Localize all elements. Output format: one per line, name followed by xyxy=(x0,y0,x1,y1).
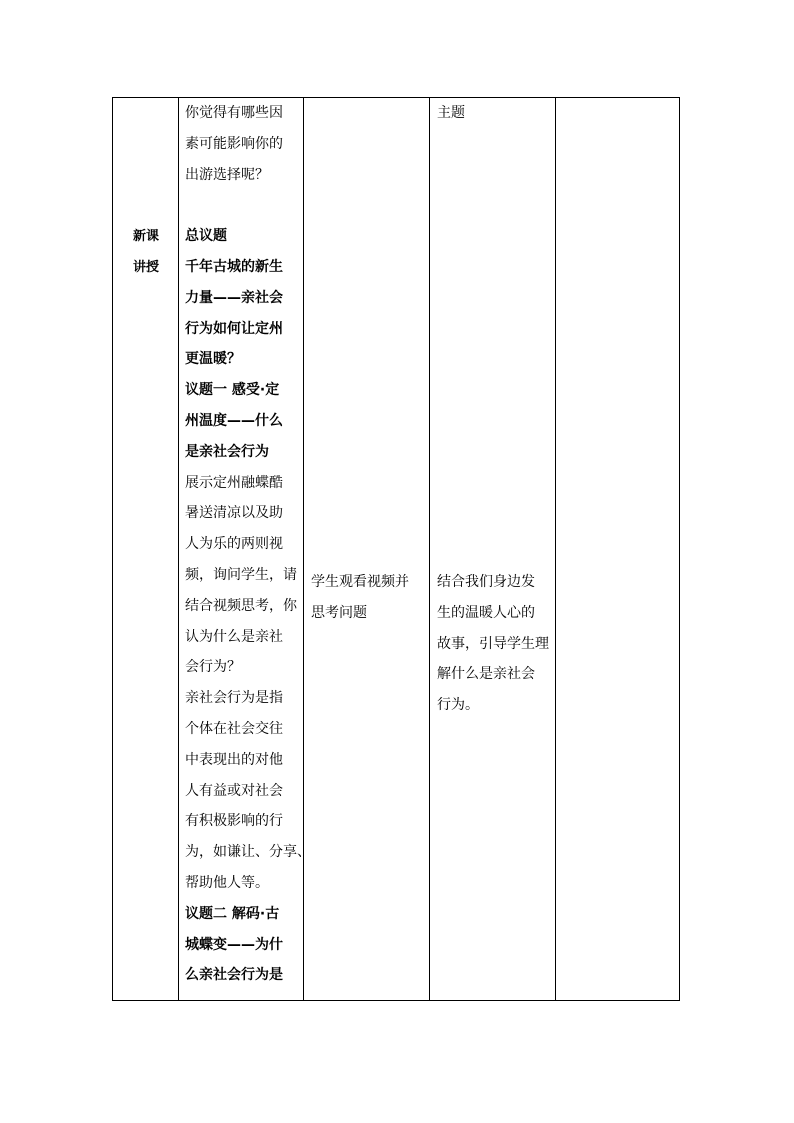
teacher-text-line: 人为乐的两则视 xyxy=(185,536,283,553)
teacher-text-line: 素可能影响你的 xyxy=(185,135,283,152)
teacher-text-line: 有积极影响的行 xyxy=(185,813,283,830)
teacher-text-line: 频，询问学生，请 xyxy=(185,566,297,583)
teacher-text-line: 出游选择呢？ xyxy=(185,166,269,183)
teacher-text-line: 帮助他人等。 xyxy=(185,874,269,891)
design-text-line: 结合我们身边发 xyxy=(437,574,535,590)
design-text-line: 解什么是亲社会 xyxy=(437,666,535,683)
stage-cell xyxy=(113,222,179,284)
teacher-text-line: 千年古城的新生 xyxy=(185,258,283,275)
teacher-text-line: 议题二 解码·古 xyxy=(185,905,280,922)
teacher-text-line: 议题一 感受·定 xyxy=(185,382,280,399)
teacher-text-line: 么亲社会行为是 xyxy=(185,967,283,984)
student-text-line: 学生观看视频并 xyxy=(311,574,409,590)
teacher-text-line: 是亲社会行为 xyxy=(185,443,269,460)
teacher-text-line: 为，如谦让、分享、 xyxy=(185,844,311,861)
design-intent-cell xyxy=(437,567,549,721)
teacher-text-line: 认为什么是亲社 xyxy=(185,628,283,645)
teacher-text-line: 总议题 xyxy=(185,228,227,245)
teacher-text-line: 暑送清凉以及助 xyxy=(185,505,283,522)
design-text-line: 生的温暖人心的 xyxy=(437,604,535,621)
student-text-line: 思考问题 xyxy=(311,604,367,621)
stage-label: 讲授 xyxy=(132,259,159,275)
teacher-text-line: 人有益或对社会 xyxy=(185,782,283,799)
teacher-text-line: 州温度——什么 xyxy=(185,412,283,429)
teacher-text-line: 中表现出的对他 xyxy=(185,751,283,768)
teacher-text-line xyxy=(185,190,311,221)
stage-label: 新课 xyxy=(132,229,159,244)
teacher-activity-cell xyxy=(185,98,311,991)
column-divider xyxy=(555,98,556,1000)
lesson-plan-table xyxy=(112,97,680,1001)
student-activity-cell xyxy=(311,567,409,629)
teacher-text-line: 行为如何让定州 xyxy=(185,320,283,337)
teacher-text-line: 力量——亲社会 xyxy=(185,289,283,306)
teacher-text-line: 会行为？ xyxy=(185,659,241,676)
design-text-line: 主题 xyxy=(437,105,465,121)
teacher-text-line: 结合视频思考，你 xyxy=(185,597,297,614)
teacher-text-line: 亲社会行为是指 xyxy=(185,690,283,707)
teacher-text-line: 更温暖？ xyxy=(185,351,241,368)
teacher-text-line: 展示定州融蝶酷 xyxy=(185,474,283,491)
design-text-line: 故事，引导学生理 xyxy=(437,635,549,652)
design-intent-cell-top xyxy=(437,98,465,129)
teacher-text-line: 你觉得有哪些因 xyxy=(185,105,283,121)
column-divider xyxy=(429,98,430,1000)
teacher-text-line: 城蝶变——为什 xyxy=(185,936,283,953)
design-text-line: 行为。 xyxy=(437,697,479,714)
teacher-text-line: 个体在社会交往 xyxy=(185,720,283,737)
